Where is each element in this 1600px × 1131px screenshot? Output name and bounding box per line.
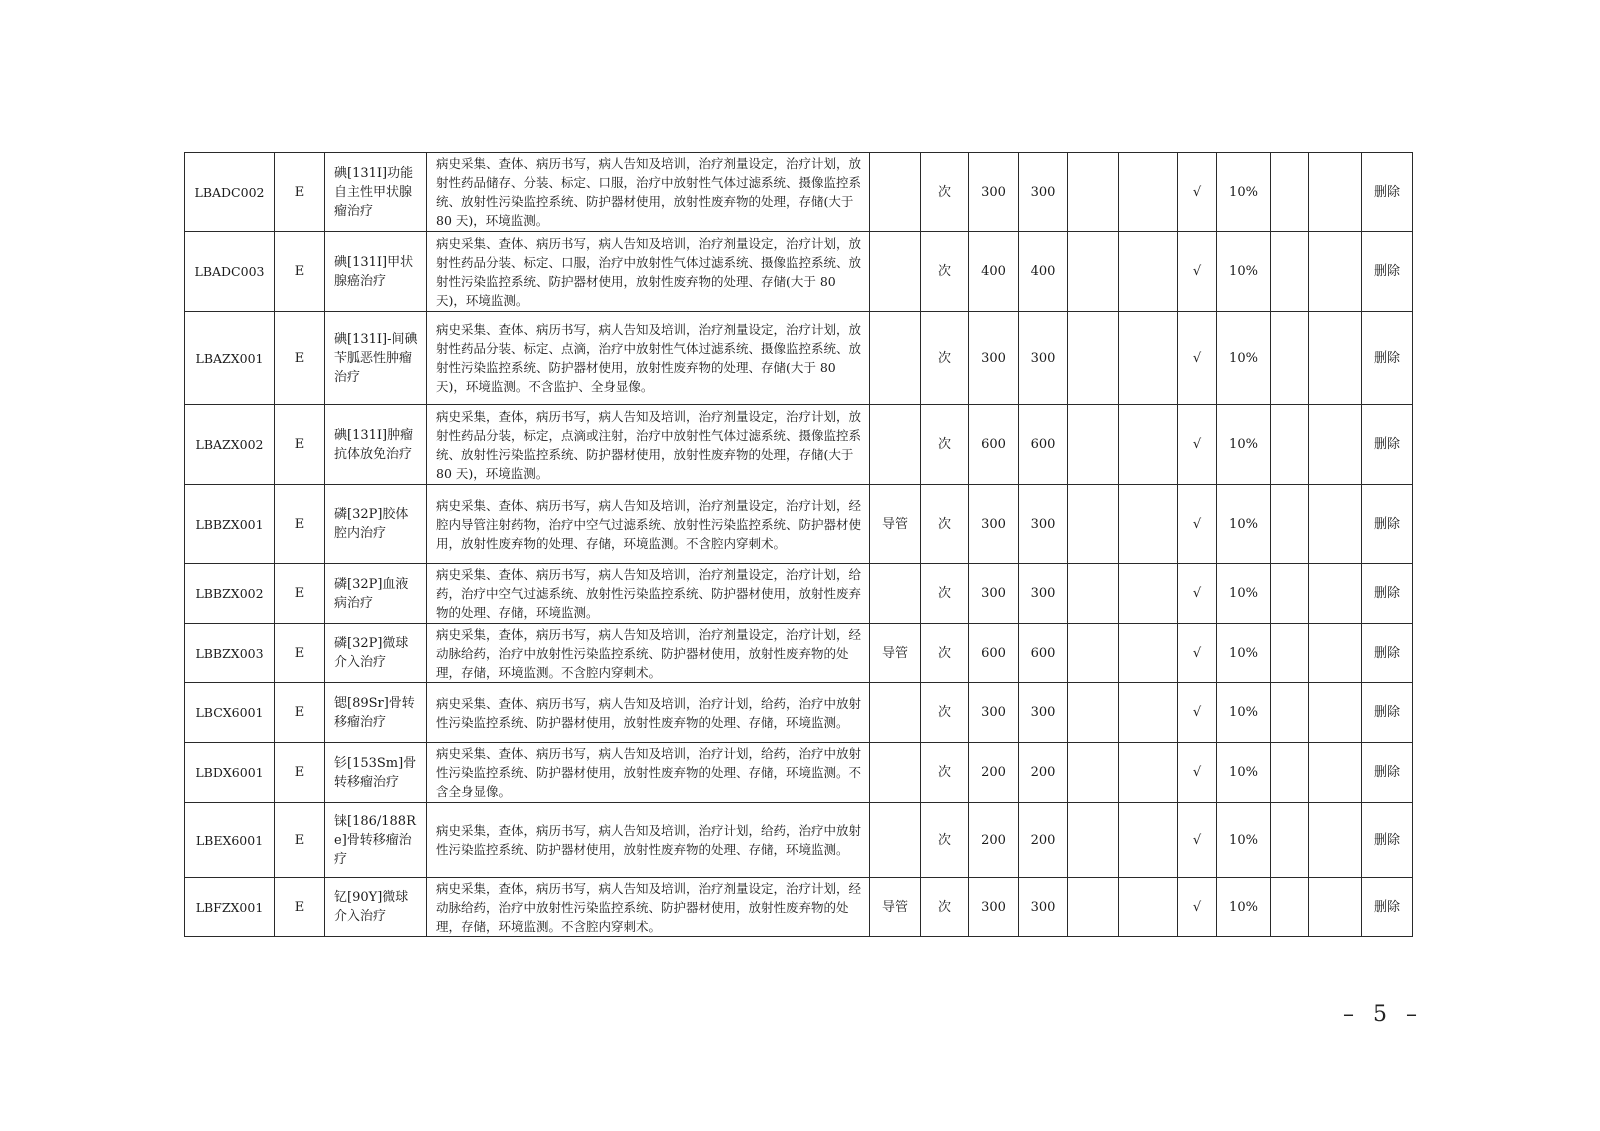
item-check: √ [1178, 564, 1217, 624]
item-content: 病史采集，查体，病历书写，病人告知及培训，治疗剂量设定，治疗计划，经动脉给药，治疗中放射性污染监控系统、防护器材使用，放射性废弃物的处理，存储，环境监测。不含腔内穿刺术。 [427, 624, 870, 683]
item-price-b: 300 [1019, 878, 1068, 937]
item-col-a [1068, 743, 1119, 803]
item-category: E [275, 564, 325, 624]
item-ratio: 10% [1217, 803, 1271, 878]
item-col-b [1119, 683, 1178, 743]
item-col-c [1271, 564, 1309, 624]
item-name: 铼[186/188Re]骨转移瘤治疗 [325, 803, 427, 878]
item-price-b: 300 [1019, 683, 1068, 743]
item-code: LBBZX001 [185, 485, 275, 564]
item-price-a: 300 [969, 683, 1019, 743]
item-category: E [275, 405, 325, 485]
page-number: – 5 – [1343, 1002, 1423, 1027]
item-col-c [1271, 232, 1309, 312]
item-excluded [870, 153, 921, 232]
item-remark: 删除 [1362, 624, 1413, 683]
item-unit: 次 [921, 232, 969, 312]
item-unit: 次 [921, 485, 969, 564]
item-name: 碘[131I]功能自主性甲状腺瘤治疗 [325, 153, 427, 232]
item-price-a: 300 [969, 564, 1019, 624]
item-category: E [275, 153, 325, 232]
item-col-a [1068, 405, 1119, 485]
item-price-a: 400 [969, 232, 1019, 312]
item-remark: 删除 [1362, 153, 1413, 232]
item-remark: 删除 [1362, 683, 1413, 743]
item-name: 钐[153Sm]骨转移瘤治疗 [325, 743, 427, 803]
item-content: 病史采集，查体，病历书写，病人告知及培训，治疗计划，给药，治疗中放射性污染监控系统、防护器材使用，放射性废弃物的处理、存储，环境监测。 [427, 803, 870, 878]
item-price-a: 200 [969, 743, 1019, 803]
item-excluded [870, 232, 921, 312]
item-category: E [275, 312, 325, 405]
item-check: √ [1178, 312, 1217, 405]
item-price-b: 300 [1019, 153, 1068, 232]
item-content: 病史采集、查体、病历书写，病人告知及培训，治疗计划，给药，治疗中放射性污染监控系统、防护器材使用，放射性废弃物的处理、存储，环境监测。不含全身显像。 [427, 743, 870, 803]
item-price-b: 600 [1019, 405, 1068, 485]
item-category: E [275, 624, 325, 683]
item-col-d [1309, 232, 1362, 312]
item-col-a [1068, 153, 1119, 232]
fee-table-body [185, 153, 1413, 937]
item-unit: 次 [921, 878, 969, 937]
item-ratio: 10% [1217, 743, 1271, 803]
item-price-a: 300 [969, 312, 1019, 405]
item-name: 锶[89Sr]骨转移瘤治疗 [325, 683, 427, 743]
item-code: LBBZX003 [185, 624, 275, 683]
item-remark: 删除 [1362, 312, 1413, 405]
table-row [185, 153, 1413, 232]
item-col-d [1309, 405, 1362, 485]
table-row [185, 405, 1413, 485]
item-excluded: 导管 [870, 878, 921, 937]
item-col-a [1068, 624, 1119, 683]
table-row [185, 564, 1413, 624]
item-col-c [1271, 624, 1309, 683]
item-check: √ [1178, 485, 1217, 564]
item-remark: 删除 [1362, 878, 1413, 937]
item-price-a: 600 [969, 405, 1019, 485]
item-check: √ [1178, 743, 1217, 803]
item-ratio: 10% [1217, 312, 1271, 405]
item-check: √ [1178, 878, 1217, 937]
item-ratio: 10% [1217, 878, 1271, 937]
item-price-a: 200 [969, 803, 1019, 878]
item-col-b [1119, 878, 1178, 937]
item-col-c [1271, 485, 1309, 564]
item-ratio: 10% [1217, 624, 1271, 683]
item-name: 磷[32P]血液病治疗 [325, 564, 427, 624]
item-col-c [1271, 312, 1309, 405]
item-col-c [1271, 803, 1309, 878]
table-row [185, 485, 1413, 564]
item-col-c [1271, 153, 1309, 232]
item-col-b [1119, 485, 1178, 564]
item-excluded [870, 564, 921, 624]
item-unit: 次 [921, 312, 969, 405]
item-name: 磷[32P]胶体腔内治疗 [325, 485, 427, 564]
item-col-b [1119, 405, 1178, 485]
table-row [185, 312, 1413, 405]
item-remark: 删除 [1362, 485, 1413, 564]
item-col-d [1309, 683, 1362, 743]
item-name: 钇[90Y]微球介入治疗 [325, 878, 427, 937]
item-price-b: 600 [1019, 624, 1068, 683]
item-name: 碘[131I]肿瘤抗体放免治疗 [325, 405, 427, 485]
item-unit: 次 [921, 153, 969, 232]
item-ratio: 10% [1217, 153, 1271, 232]
item-category: E [275, 803, 325, 878]
item-content: 病史采集、查体、病历书写，病人告知及培训，治疗剂量设定，治疗计划，放射性药品分装、标定、口服，治疗中放射性气体过滤系统、摄像监控系统、放射性污染监控系统、防护器材使用，放射性废弃物的处理、存储(大于 80 天)，环境监测。 [427, 232, 870, 312]
item-code: LBAZX001 [185, 312, 275, 405]
item-check: √ [1178, 683, 1217, 743]
item-price-b: 300 [1019, 312, 1068, 405]
item-col-d [1309, 312, 1362, 405]
item-unit: 次 [921, 803, 969, 878]
item-col-d [1309, 153, 1362, 232]
item-col-c [1271, 878, 1309, 937]
table-row [185, 232, 1413, 312]
item-col-b [1119, 232, 1178, 312]
item-col-a [1068, 683, 1119, 743]
item-unit: 次 [921, 683, 969, 743]
item-excluded: 导管 [870, 624, 921, 683]
item-col-a [1068, 232, 1119, 312]
item-code: LBEX6001 [185, 803, 275, 878]
item-name: 磷[32P]微球介入治疗 [325, 624, 427, 683]
item-category: E [275, 683, 325, 743]
item-category: E [275, 485, 325, 564]
item-ratio: 10% [1217, 564, 1271, 624]
item-code: LBADC002 [185, 153, 275, 232]
item-col-b [1119, 153, 1178, 232]
item-remark: 删除 [1362, 803, 1413, 878]
item-col-b [1119, 624, 1178, 683]
item-unit: 次 [921, 743, 969, 803]
fee-table [184, 152, 1413, 937]
item-remark: 删除 [1362, 564, 1413, 624]
item-code: LBFZX001 [185, 878, 275, 937]
item-excluded [870, 683, 921, 743]
item-col-a [1068, 803, 1119, 878]
item-category: E [275, 743, 325, 803]
item-content: 病史采集，查体，病历书写，病人告知及培训，治疗剂量设定，治疗计划，经动脉给药，治疗中放射性污染监控系统、防护器材使用，放射性废弃物的处理，存储，环境监测。不含腔内穿刺术。 [427, 878, 870, 937]
item-ratio: 10% [1217, 683, 1271, 743]
item-category: E [275, 878, 325, 937]
item-unit: 次 [921, 405, 969, 485]
item-code: LBBZX002 [185, 564, 275, 624]
item-col-a [1068, 312, 1119, 405]
item-code: LBADC003 [185, 232, 275, 312]
item-excluded: 导管 [870, 485, 921, 564]
item-category: E [275, 232, 325, 312]
table-row [185, 803, 1413, 878]
item-ratio: 10% [1217, 485, 1271, 564]
item-col-b [1119, 564, 1178, 624]
item-content: 病史采集、查体、病历书写，病人告知及培训，治疗剂量设定，治疗计划，给药，治疗中空气过滤系统、放射性污染监控系统、防护器材使用，放射性废弃物的处理、存储，环境监测。 [427, 564, 870, 624]
item-name: 碘[131I]-间碘苄胍恶性肿瘤治疗 [325, 312, 427, 405]
item-remark: 删除 [1362, 232, 1413, 312]
item-content: 病史采集、查体、病历书写，病人告知及培训，治疗计划，给药，治疗中放射性污染监控系统、防护器材使用，放射性废弃物的处理、存储，环境监测。 [427, 683, 870, 743]
item-price-a: 300 [969, 153, 1019, 232]
table-row [185, 683, 1413, 743]
item-col-a [1068, 564, 1119, 624]
item-check: √ [1178, 153, 1217, 232]
item-excluded [870, 803, 921, 878]
item-price-b: 200 [1019, 743, 1068, 803]
item-col-a [1068, 485, 1119, 564]
item-price-b: 300 [1019, 485, 1068, 564]
item-price-a: 300 [969, 485, 1019, 564]
item-content: 病史采集、查体、病历书写，病人告知及培训，治疗剂量设定，治疗计划，放射性药品储存、分装、标定、口服，治疗中放射性气体过滤系统、摄像监控系统、放射性污染监控系统、防护器材使用，放射性废弃物的处理，存储(大于 80 天)，环境监测。 [427, 153, 870, 232]
item-col-d [1309, 564, 1362, 624]
item-col-d [1309, 624, 1362, 683]
item-col-a [1068, 878, 1119, 937]
item-ratio: 10% [1217, 232, 1271, 312]
item-content: 病史采集、查体、病历书写，病人告知及培训，治疗剂量设定，治疗计划，放射性药品分装、标定、点滴，治疗中放射性气体过滤系统、摄像监控系统、放射性污染监控系统、防护器材使用，放射性废弃物的处理、存储(大于 80 天)，环境监测。不含监护、全身显像。 [427, 312, 870, 405]
item-col-d [1309, 803, 1362, 878]
item-excluded [870, 743, 921, 803]
item-code: LBCX6001 [185, 683, 275, 743]
item-content: 病史采集，查体，病历书写，病人告知及培训，治疗剂量设定，治疗计划，放射性药品分装，标定，点滴或注射，治疗中放射性气体过滤系统、摄像监控系统、放射性污染监控系统、防护器材使用，放射性废弃物的处理，存储(大于 80 天)，环境监测。 [427, 405, 870, 485]
item-code: LBDX6001 [185, 743, 275, 803]
item-col-d [1309, 743, 1362, 803]
item-check: √ [1178, 405, 1217, 485]
item-price-a: 600 [969, 624, 1019, 683]
item-col-d [1309, 878, 1362, 937]
item-price-b: 400 [1019, 232, 1068, 312]
item-price-b: 200 [1019, 803, 1068, 878]
item-col-d [1309, 485, 1362, 564]
table-row [185, 743, 1413, 803]
item-price-a: 300 [969, 878, 1019, 937]
item-excluded [870, 405, 921, 485]
item-price-b: 300 [1019, 564, 1068, 624]
item-unit: 次 [921, 564, 969, 624]
item-code: LBAZX002 [185, 405, 275, 485]
item-col-c [1271, 683, 1309, 743]
item-col-c [1271, 405, 1309, 485]
table-row [185, 624, 1413, 683]
item-check: √ [1178, 803, 1217, 878]
item-unit: 次 [921, 624, 969, 683]
item-col-b [1119, 743, 1178, 803]
item-col-b [1119, 312, 1178, 405]
item-col-b [1119, 803, 1178, 878]
table-row [185, 878, 1413, 937]
item-excluded [870, 312, 921, 405]
item-remark: 删除 [1362, 405, 1413, 485]
item-col-c [1271, 743, 1309, 803]
item-check: √ [1178, 232, 1217, 312]
item-remark: 删除 [1362, 743, 1413, 803]
item-ratio: 10% [1217, 405, 1271, 485]
item-content: 病史采集、查体、病历书写，病人告知及培训，治疗剂量设定，治疗计划，经腔内导管注射药物，治疗中空气过滤系统、放射性污染监控系统、防护器材使用，放射性废弃物的处理、存储，环境监测。不含腔内穿刺术。 [427, 485, 870, 564]
item-check: √ [1178, 624, 1217, 683]
item-name: 碘[131I]甲状腺癌治疗 [325, 232, 427, 312]
